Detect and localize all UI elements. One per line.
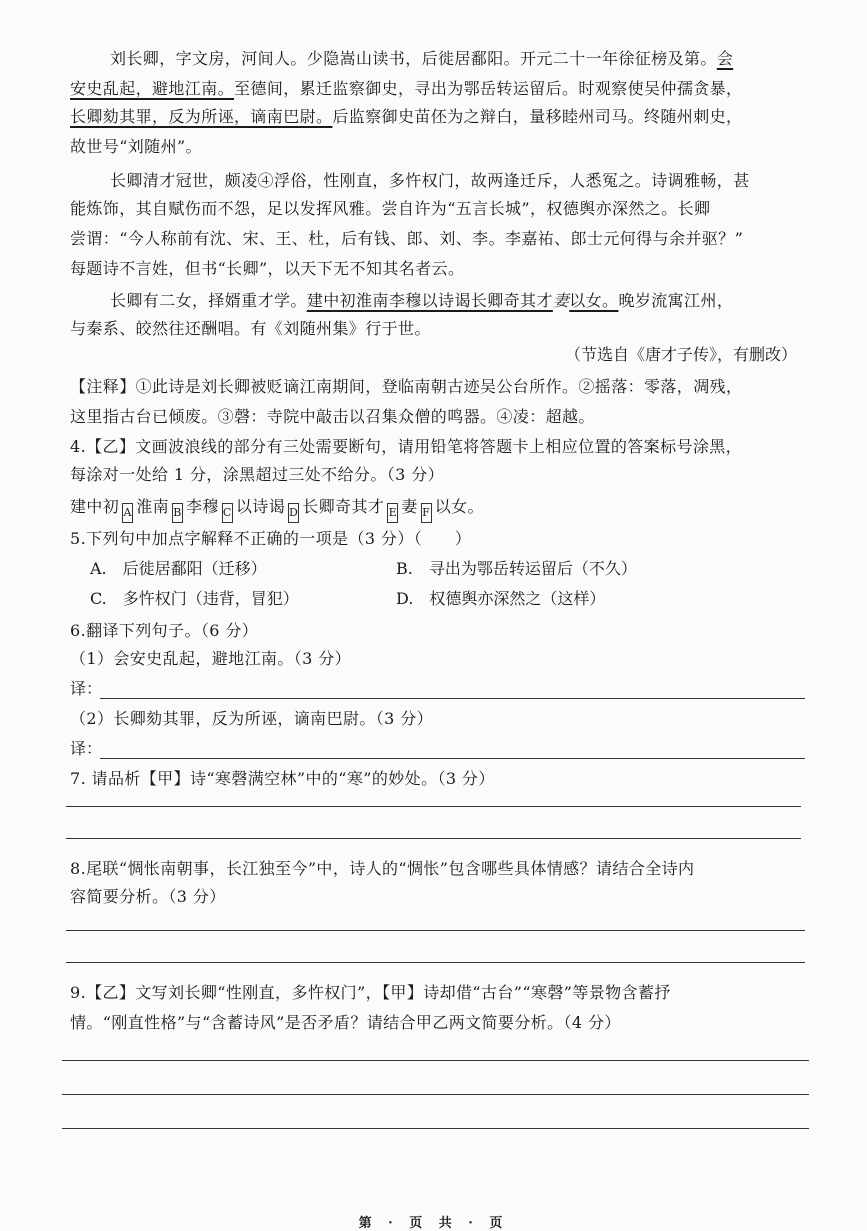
question-6 — [70, 618, 805, 641]
underlined-text: 安史乱起，避地江南。 — [70, 79, 235, 98]
question-9 — [70, 980, 805, 1003]
segment-text: 以女。 — [434, 497, 484, 516]
passage-text: 尝谓：“今人称前有沈、宋、王、杜，后有钱、郎、刘、李。李嘉祐、郎士元何得与余并驱？” — [70, 229, 744, 248]
passage-text: 后监察御史苗伾为之辩白，量移睦州司马。终随州刺史， — [332, 107, 743, 126]
passage-text: 每题诗不言姓，但书“长卿”，以天下无不知其名者云。 — [70, 259, 465, 278]
passage-text: 至德间，累迁监察御史，寻出为鄂岳转运留后。时观察使吴仲孺贪暴， — [234, 79, 743, 98]
answer-rule[interactable] — [62, 1094, 809, 1095]
passage-text: 与秦系、皎然往还酬唱。有《刘随州集》行于世。 — [70, 319, 431, 338]
option-c[interactable]: C. 多忤权门（违背，冒犯） — [90, 589, 299, 608]
translate-label: 译： — [70, 739, 103, 758]
question-text: 容简要分析。（3 分） — [70, 887, 226, 906]
answer-rule[interactable] — [62, 1060, 809, 1061]
question-text: 8.尾联“惆怅南朝事，长江独至今”中，诗人的“惆怅”包含哪些具体情感？请结合全诗内 — [70, 859, 695, 878]
break-option-box[interactable]: E — [387, 503, 398, 523]
segment-text: 李穆 — [186, 497, 219, 516]
passage-text: 长卿有二女，择婿重才学。 — [110, 291, 307, 310]
question-text: （1）会安史乱起，避地江南。（3 分） — [70, 649, 352, 668]
passage-text: 能炼饰，其自赋伤而不怨，足以发挥风雅。尝自许为“五言长城”，权德舆亦深然之。长卿 — [70, 199, 711, 218]
passage-line — [70, 288, 805, 311]
passage-line — [70, 46, 805, 69]
source-citation: （节选自《唐才子传》，有删改） — [564, 345, 797, 364]
passage-text: 晚岁流寓江州， — [618, 291, 734, 310]
segment-text: 建中初 — [70, 497, 120, 516]
question-5 — [70, 526, 805, 549]
question-text: 9.【乙】文写刘长卿“性刚直，多忤权门”，【甲】诗却借“古台”“寒磬”等景物含蓄抒 — [70, 983, 671, 1002]
notes-text: 【注释】①此诗是刘长卿被贬谪江南期间，登临南朝古迹吴公台所作。②摇落：零落，凋残， — [70, 377, 743, 396]
question-8 — [70, 856, 805, 879]
question-text: 6.翻译下列句子。（6 分） — [70, 621, 259, 640]
passage-text: 故世号“刘随州”。 — [70, 137, 202, 156]
passage-line — [70, 316, 805, 339]
wavy-underlined-text: 以女。 — [569, 291, 619, 310]
option-d[interactable]: D. 权德舆亦深然之（这样） — [396, 589, 606, 608]
option-b[interactable]: B. 寻出为鄂岳转运留后（不久） — [396, 559, 637, 578]
passage-line — [70, 168, 805, 191]
passage-line — [70, 104, 805, 127]
question-text: 情。“刚直性格”与“含蓄诗风”是否矛盾？请结合甲乙两文简要分析。（4 分） — [70, 1013, 621, 1032]
answer-rule — [100, 698, 805, 699]
question-9 — [70, 1010, 805, 1033]
answer-rule[interactable] — [66, 838, 801, 839]
break-option-box[interactable]: F — [421, 503, 432, 523]
page-footer: 第 · 页 共 · 页 — [358, 1216, 509, 1231]
passage-line — [70, 196, 805, 219]
passage-line — [70, 76, 805, 99]
passage-line — [70, 134, 805, 157]
segment-text: 淮南 — [136, 497, 170, 516]
question-text: 4.【乙】文画波浪线的部分有三处需要断句，请用铅笔将答题卡上相应位置的答案标号涂黑， — [70, 437, 743, 456]
segment-text: 妻 — [401, 497, 418, 516]
answer-rule[interactable] — [66, 930, 805, 931]
question-text: 每涂对一处给 1 分，涂黑超过三处不给分。（3 分） — [70, 465, 445, 484]
question-text: 5.下列句中加点字解释不正确的一项是（3 分）（ ） — [70, 529, 472, 548]
sentence-break-line — [70, 494, 805, 523]
question-8 — [70, 884, 805, 907]
notes-line — [70, 374, 805, 397]
break-option-box[interactable]: B — [172, 503, 183, 523]
answer-line[interactable] — [70, 676, 805, 700]
question-6-sentence-2 — [70, 706, 805, 729]
break-option-box[interactable]: C — [222, 503, 233, 523]
underlined-text: 长卿劾其罪，反为所诬，谪南巴尉。 — [70, 107, 333, 126]
question-6-sentence-1 — [70, 646, 805, 669]
answer-rule — [100, 758, 805, 759]
passage-line — [70, 256, 805, 279]
wavy-underlined-text: 建中初淮南李穆以诗谒长卿奇其才 — [306, 291, 553, 310]
notes-text: 这里指古台已倾废。③磬：寺院中敲击以召集众僧的鸣器。④凌：超越。 — [70, 407, 595, 426]
passage-line — [70, 226, 805, 249]
segment-text: 以诗谒 — [235, 497, 286, 516]
question-text: （2）长卿劾其罪，反为所诬，谪南巴尉。（3 分） — [70, 709, 434, 728]
segment-text: 长卿奇其才 — [302, 497, 385, 516]
translate-label: 译： — [70, 679, 103, 698]
handwritten-char: 妻 — [552, 291, 570, 310]
question-4 — [70, 434, 805, 457]
passage-text: 刘长卿，字文房，河间人。少隐嵩山读书，后徙居鄱阳。开元二十一年徐征榜及第。 — [110, 49, 717, 68]
answer-rule[interactable] — [66, 806, 801, 807]
passage-text: 长卿清才冠世，颇凌④浮俗，性刚直，多忤权门，故两逢迁斥，人悉冤之。诗调雅畅，甚 — [110, 171, 750, 190]
question-text: 7. 请品析【甲】诗“寒磬满空林”中的“寒”的妙处。（3 分） — [70, 769, 495, 788]
break-option-box[interactable]: D — [288, 503, 299, 523]
break-option-box[interactable]: A — [122, 503, 133, 523]
answer-rule[interactable] — [66, 962, 805, 963]
question-7 — [70, 766, 805, 789]
answer-rule[interactable] — [62, 1128, 809, 1129]
notes-line — [70, 404, 805, 427]
option-a[interactable]: A. 后徙居鄱阳（迁移） — [90, 559, 267, 578]
question-4 — [70, 462, 805, 485]
underlined-text: 会 — [716, 49, 734, 68]
answer-line[interactable] — [70, 736, 805, 760]
